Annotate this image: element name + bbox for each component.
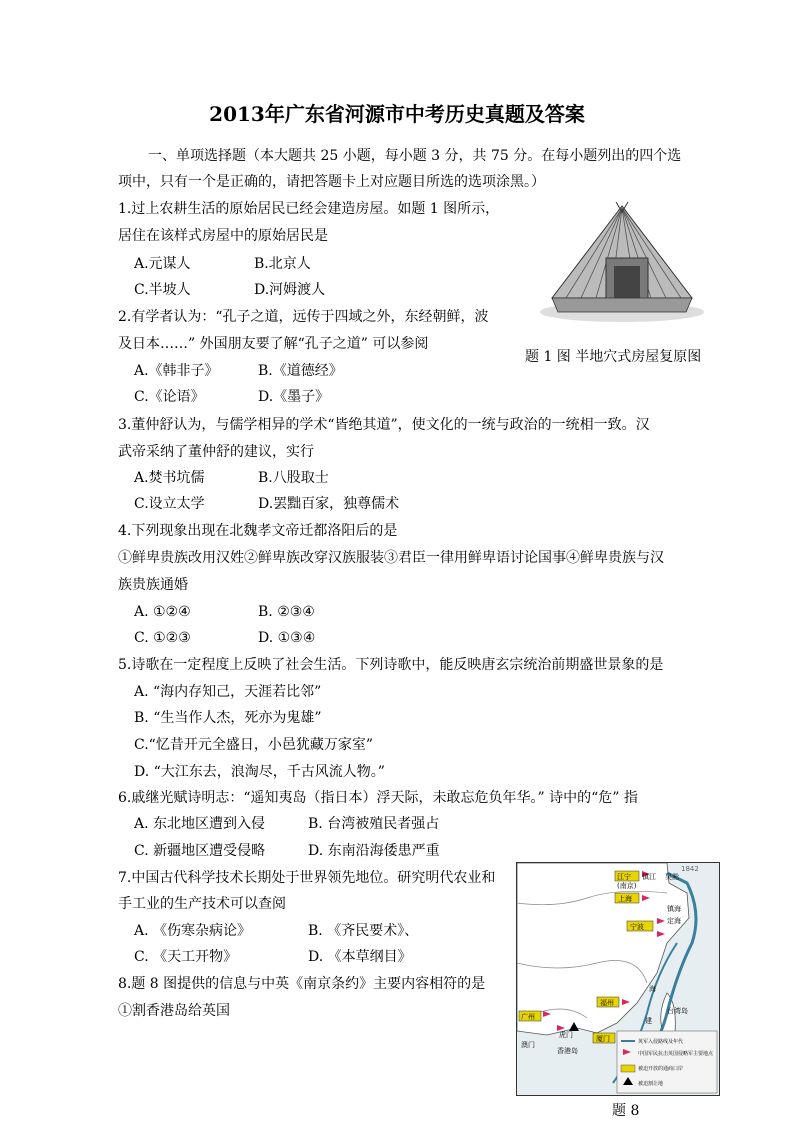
map-label: 镇海 — [667, 905, 681, 913]
option: A.元谋人 — [134, 256, 191, 272]
legend-item: 英军入侵路线及年代 — [638, 1039, 684, 1045]
map-label: 江宁 — [617, 873, 631, 881]
map-label: (南京) — [617, 882, 637, 890]
question-3-stem: 武帝采纳了董仲舒的建议，实行 — [118, 444, 314, 460]
option: C.《论语》 — [134, 389, 205, 405]
question-2-stem: 2.有学者认为：“孔子之道，远传于四域之外，东经朝鲜，波 — [118, 309, 489, 325]
option: C. 新疆地区遭受侵略 — [134, 843, 266, 859]
option: D.罢黜百家，独尊儒术 — [258, 496, 400, 512]
section-intro-line: 一、单项选择题（本大题共 25 小题，每小题 3 分，共 75 分。在每小题列出的四个选 — [148, 148, 682, 164]
option: B. ②③④ — [258, 604, 315, 620]
option: D. 东南沿海倭患严重 — [308, 843, 440, 859]
question-8-stem: 8.题 8 图提供的信息与中英《南京条约》主要内容相符的是 — [118, 976, 486, 992]
section-intro-line: 项中，只有一个是正确的，请把答题卡上对应题目所选的选项涂黑。） — [118, 174, 545, 190]
legend-item: 中国军民抗击英国侵略军主要地点 — [638, 1051, 714, 1057]
map-label: 镇江 — [642, 873, 656, 881]
option: B.北京人 — [254, 256, 311, 272]
option: B.《道德经》 — [258, 363, 343, 379]
question-4-stem: 族贵族通婚 — [118, 577, 188, 593]
question-7-stem: 7.中国古代科学技术长期处于世界领先地位。研究明代农业和 — [118, 870, 496, 886]
option: A.《韩非子》 — [134, 363, 219, 379]
map-label: 宁波 — [630, 923, 644, 931]
map-label: 建 — [645, 1017, 652, 1025]
page-title: 2013年广东省河源市中考历史真题及答案 — [209, 102, 585, 126]
map-label: 香港岛 — [557, 1047, 578, 1055]
question-3-stem: 3.董仲舒认为，与儒学相异的学术“皆绝其道”，使文化的一统与政治的一统相一致。汉 — [118, 417, 650, 433]
map-label: 澳门 — [521, 1041, 535, 1049]
option: C.设立太学 — [134, 496, 205, 512]
map-label: 台湾岛 — [667, 1007, 688, 1015]
map-label: 厦门 — [596, 1035, 610, 1043]
figure-1-caption: 题 1 图 半地穴式房屋复原图 — [525, 349, 702, 365]
option: B. 《齐民要术》、 — [308, 923, 419, 939]
option: C.半坡人 — [134, 282, 191, 298]
option: B.八股取士 — [258, 470, 329, 486]
map-label: 海 — [649, 985, 656, 993]
question-1-stem: 居住在该样式房屋中的原始居民是 — [118, 228, 328, 244]
option: D. ①③④ — [258, 630, 316, 646]
question-2-stem: 及日本……” 外国朋友要了解“孔子之道” 可以参阅 — [118, 336, 429, 352]
question-5-stem: 5.诗歌在一定程度上反映了社会生活。下列诗歌中，能反映唐玄宗统治前期盛世景象的是 — [118, 657, 664, 673]
option: B. 台湾被殖民者强占 — [308, 816, 440, 832]
figure-8-opium-war-map — [516, 862, 720, 1096]
question-8-stem: ①割香港岛给英国 — [118, 1003, 230, 1019]
map-label: 虎门 — [559, 1031, 573, 1039]
legend-item: 被迫割让地 — [638, 1081, 664, 1087]
option: A. 《伤寒杂病论》 — [134, 923, 252, 939]
option: B. “生当作人杰，死亦为鬼雄” — [134, 710, 322, 726]
figure-8-caption: 题 8 — [612, 1103, 640, 1119]
map-label: 福州 — [600, 999, 614, 1007]
option: A. ①②④ — [134, 604, 191, 620]
option: A. 东北地区遭到入侵 — [134, 816, 266, 832]
legend-item: 被迫开放的通商口岸 — [638, 1066, 684, 1072]
question-1-stem: 1.过上农耕生活的原始居民已经会建造房屋。如题 1 图所示， — [118, 201, 500, 217]
question-4-stem: 4.下列现象出现在北魏孝文帝迁都洛阳后的是 — [118, 523, 398, 539]
option: D. 《本草纲目》 — [308, 949, 412, 965]
option: A. “海内存知己，天涯若比邻” — [134, 684, 322, 700]
map-label: 上海 — [618, 895, 632, 903]
option: D.《墨子》 — [258, 389, 330, 405]
map-label: 吴淞 — [665, 873, 679, 881]
question-7-stem: 手工业的生产技术可以查阅 — [118, 896, 286, 912]
option: C.“忆昔开元全盛日，小邑犹藏万家室” — [134, 737, 373, 753]
map-label: 1842 — [681, 865, 699, 873]
map-label: 广州 — [521, 1013, 535, 1021]
question-6-stem: 6.戚继光赋诗明志：“遥知夷岛（指日本）浮天际，未敢忘危负年华。” 诗中的“危” 指 — [118, 790, 638, 806]
map-label: 定海 — [667, 917, 681, 925]
option: C. 《天工开物》 — [134, 949, 238, 965]
figure-1-semi-subterranean-house — [536, 200, 708, 324]
option: C. ①②③ — [134, 630, 191, 646]
option: A.焚书坑儒 — [134, 470, 205, 486]
option: D. “大江东去，浪淘尽，千古风流人物。” — [134, 764, 385, 780]
question-4-stem: ①鲜卑贵族改用汉姓②鲜卑族改穿汉族服装③君臣一律用鲜卑语讨论国事④鲜卑贵族与汉 — [118, 550, 664, 566]
option: D.河姆渡人 — [254, 282, 326, 298]
